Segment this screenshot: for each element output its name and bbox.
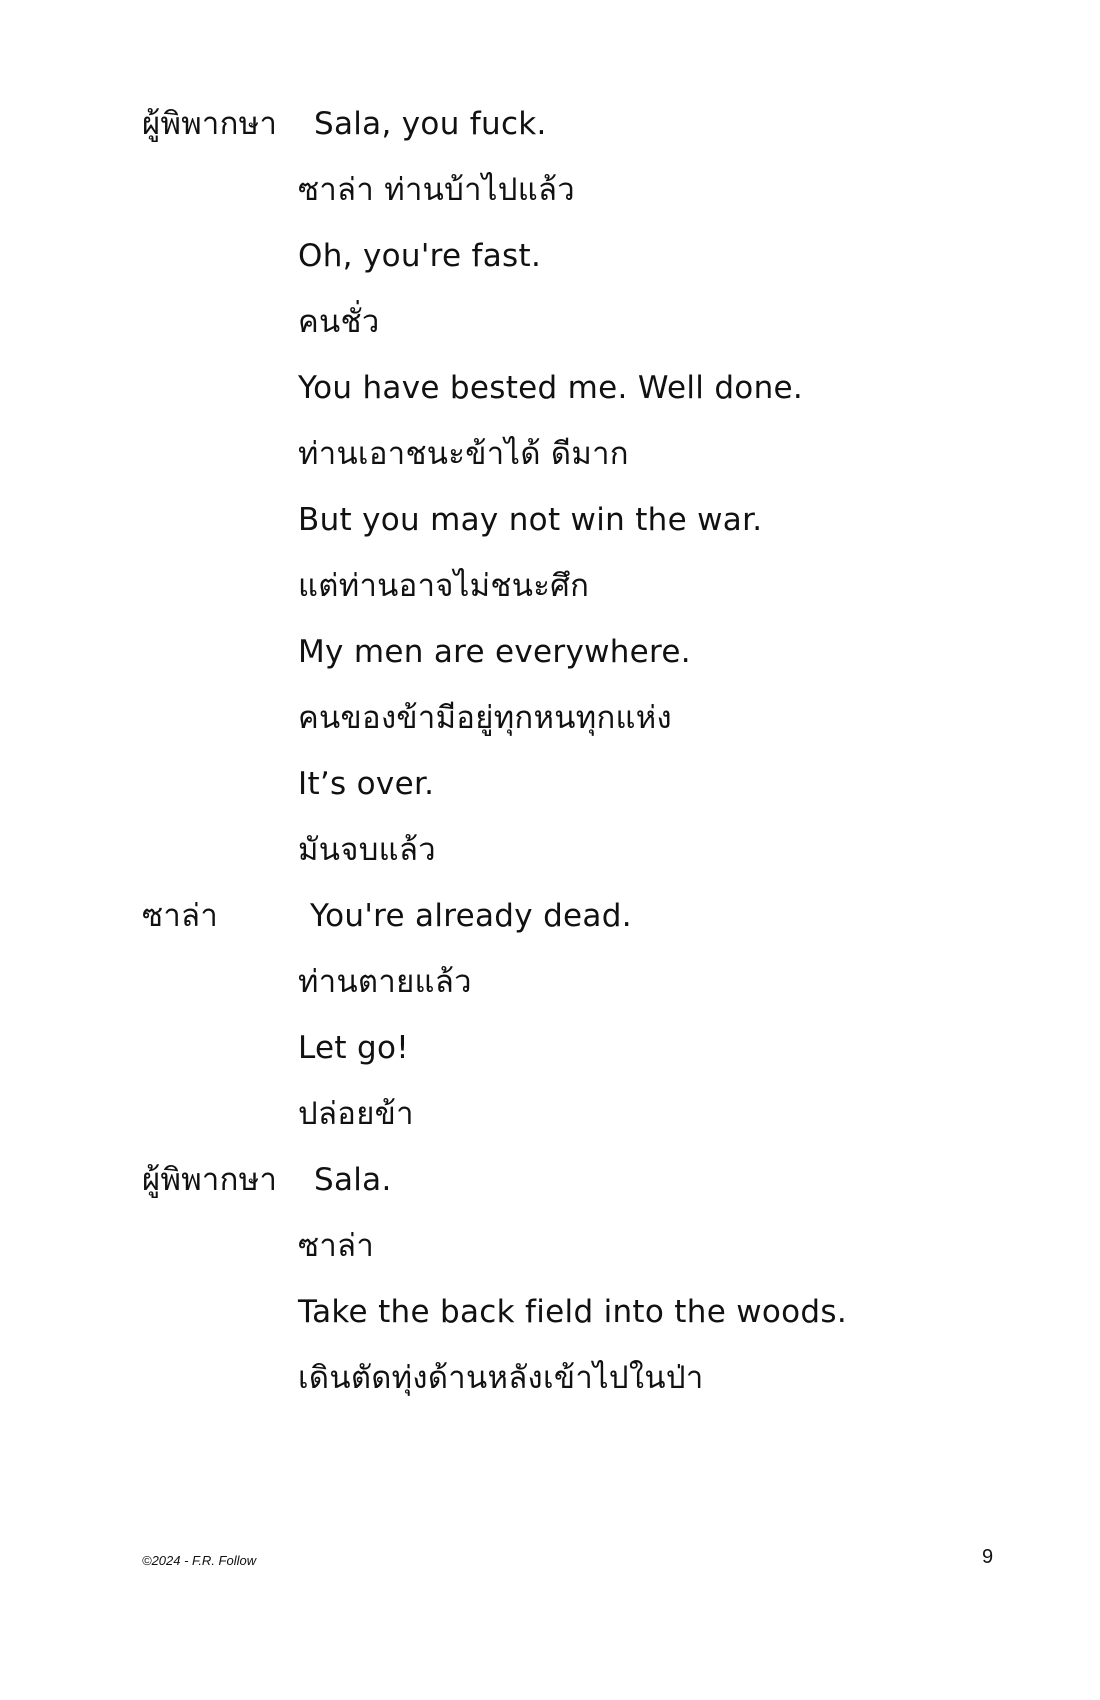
dialogue-line: คนชั่ว — [298, 304, 380, 340]
dialogue-line: It’s over. — [298, 766, 435, 802]
dialogue-line: But you may not win the war. — [298, 502, 763, 538]
dialogue-line: Oh, you're fast. — [298, 238, 542, 274]
dialogue-line: You have bested me. Well done. — [298, 370, 804, 406]
dialogue-line: My men are everywhere. — [298, 634, 691, 670]
speaker-name: ผู้พิพากษา — [142, 106, 278, 142]
page-number: 9 — [982, 1546, 994, 1568]
dialogue-line: ซาล่า ท่านบ้าไปแล้ว — [298, 172, 575, 208]
dialogue-line: Let go! — [298, 1030, 409, 1066]
dialogue-line: Sala. — [314, 1162, 392, 1198]
dialogue-line: คนของข้ามีอยู่ทุกหนทุกแห่ง — [298, 700, 672, 736]
dialogue-line: ปล่อยข้า — [298, 1096, 414, 1132]
dialogue-line: You're already dead. — [310, 898, 632, 934]
copyright-footer: ©2024 - F.R. Follow — [142, 1553, 257, 1568]
dialogue-line: ซาล่า — [298, 1228, 375, 1264]
speaker-name: ผู้พิพากษา — [142, 1162, 278, 1198]
dialogue-line: Sala, you fuck. — [314, 106, 547, 142]
dialogue-line: ท่านตายแล้ว — [298, 964, 472, 1000]
speaker-name: ซาล่า — [142, 898, 219, 934]
dialogue-line: เดินตัดทุ่งด้านหลังเข้าไปในป่า — [298, 1360, 704, 1396]
dialogue-line: มันจบแล้ว — [298, 832, 436, 868]
dialogue-line: แต่ท่านอาจไม่ชนะศึก — [298, 568, 590, 604]
dialogue-line: Take the back field into the woods. — [298, 1294, 848, 1330]
dialogue-line: ท่านเอาชนะข้าได้ ดีมาก — [298, 436, 629, 472]
